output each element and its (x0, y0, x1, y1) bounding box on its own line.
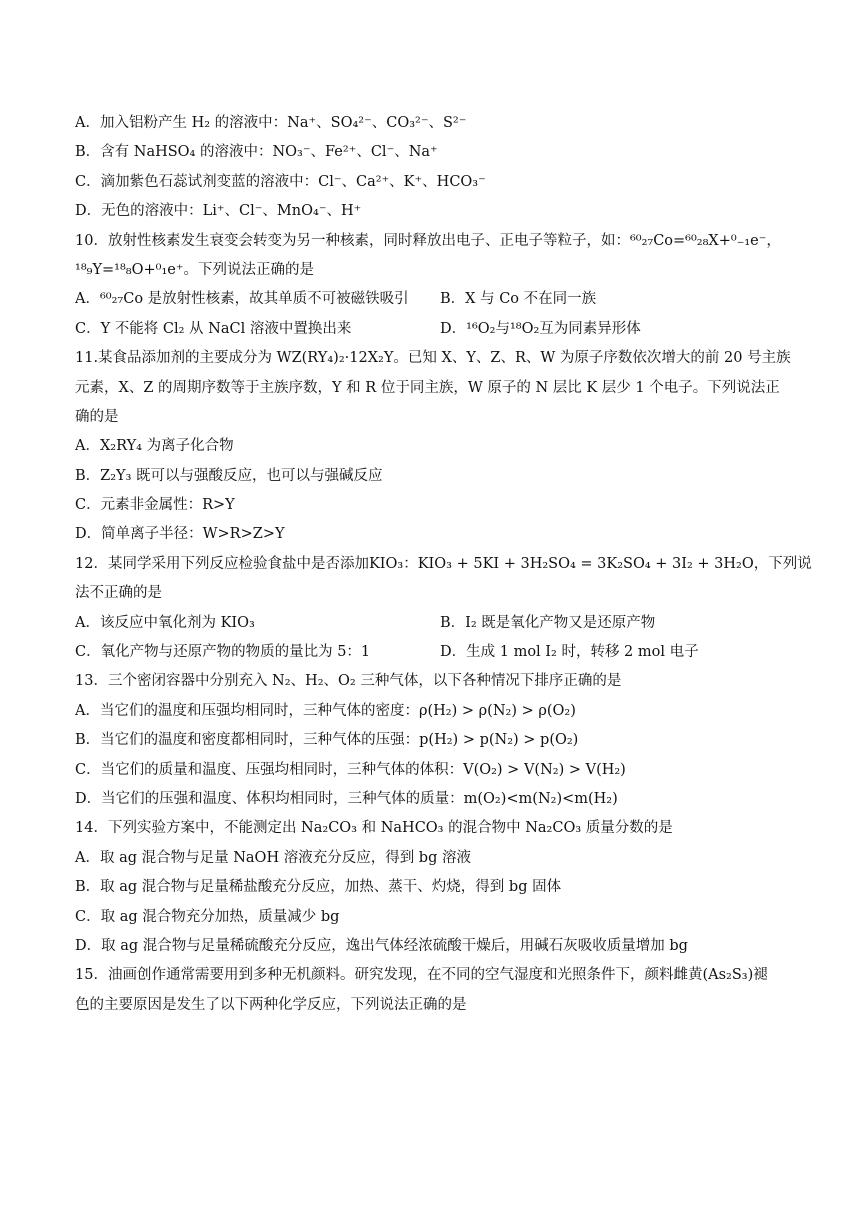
q13-stem: 13．三个密闭容器中分别充入 N₂、H₂、O₂ 三种气体，以下各种情况下排序正确的是 (75, 673, 622, 690)
q14-option-d: D．取 ag 混合物与足量稀硫酸充分反应，逸出气体经浓硫酸干燥后，用碱石灰吸收质量增加 bg (75, 937, 688, 954)
q10-options-row-1 (75, 285, 798, 314)
q9-option-c: C．滴加紫色石蕊试剂变蓝的溶液中：Cl⁻、Ca²⁺、K⁺、HCO₃⁻ (75, 173, 486, 190)
q15-stem-line-2: 色的主要原因是发生了以下两种化学反应，下列说法正确的是 (75, 996, 467, 1013)
q12-option-c: C．氧化产物与还原产物的物质的量比为 5：1 (75, 644, 371, 661)
q10-stem-line-2: ¹⁸₉Y=¹⁸₈O+⁰₁e⁺。下列说法正确的是 (75, 261, 314, 278)
q12-options-row-2 (75, 638, 798, 667)
q11-option-d: D．简单离子半径：W>R>Z>Y (75, 526, 285, 543)
q10-option-a: A．⁶⁰₂₇Co 是放射性核素，故其单质不可被磁铁吸引 (75, 291, 409, 308)
q12-stem-line-2: 法不正确的是 (75, 585, 162, 602)
q10-option-b: B．X 与 Co 不在同一族 (440, 291, 597, 308)
q11-stem-line-1: 11.某食品添加剂的主要成分为 WZ(RY₄)₂·12X₂Y。已知 X、Y、Z、R、W 为原子序数依次增大的前 20 号主族 (75, 350, 791, 367)
q12-option-b: B．I₂ 既是氧化产物又是还原产物 (440, 614, 656, 631)
q9-option-b: B．含有 NaHSO₄ 的溶液中：NO₃⁻、Fe²⁺、Cl⁻、Na⁺ (75, 144, 438, 161)
q13-option-a: A．当它们的温度和压强均相同时，三种气体的密度：ρ(H₂) > ρ(N₂) > ρ(O₂) (75, 702, 576, 719)
q12-option-d: D．生成 1 mol I₂ 时，转移 2 mol 电子 (440, 644, 699, 661)
q10-option-c: C．Y 不能将 Cl₂ 从 NaCl 溶液中置换出来 (75, 320, 352, 337)
q10-option-d: D．¹⁶O₂与¹⁸O₂互为同素异形体 (440, 320, 641, 337)
q14-stem: 14．下列实验方案中，不能测定出 Na₂CO₃ 和 NaHCO₃ 的混合物中 Na₂CO₃ 质量分数的是 (75, 820, 673, 837)
q13-option-d: D．当它们的压强和温度、体积均相同时，三种气体的质量：m(O₂)<m(N₂)<m(H₂) (75, 790, 618, 807)
q10-stem-line-1: 10．放射性核素发生衰变会转变为另一种核素，同时释放出电子、正电子等粒子，如：⁶⁰₂₇Co=⁶⁰₂₈X+⁰₋₁e⁻， (75, 232, 781, 249)
q11-option-a: A．X₂RY₄ 为离子化合物 (75, 438, 234, 455)
q14-option-b: B．取 ag 混合物与足量稀盐酸充分反应，加热、蒸干、灼烧，得到 bg 固体 (75, 879, 562, 896)
q13-option-c: C．当它们的质量和温度、压强均相同时，三种气体的体积：V(O₂) > V(N₂) > V(H₂) (75, 761, 626, 778)
q12-option-a: A．该反应中氧化剂为 KIO₃ (75, 614, 255, 631)
q11-option-c: C．元素非金属性：R>Y (75, 497, 235, 514)
q12-stem-line-1: 12．某同学采用下列反应检验食盐中是否添加KIO₃：KIO₃ + 5KI + 3H₂SO₄ = 3K₂SO₄ + 3I₂ + 3H₂O，下列说 (75, 555, 812, 572)
q13-option-b: B．当它们的温度和密度都相同时，三种气体的压强：p(H₂) > p(N₂) > p(O₂) (75, 732, 579, 749)
q12-options-row-1 (75, 609, 798, 638)
q11-stem-line-3: 确的是 (75, 408, 119, 425)
q11-stem-line-2: 元素，X、Z 的周期序数等于主族序数，Y 和 R 位于同主族，W 原子的 N 层比 K 层少 1 个电子。下列说法正 (75, 379, 780, 396)
q9-option-d: D．无色的溶液中：Li⁺、Cl⁻、MnO₄⁻、H⁺ (75, 203, 362, 220)
q15-stem-line-1: 15．油画创作通常需要用到多种无机颜料。研究发现，在不同的空气湿度和光照条件下，颜料雌黄(As₂S₃)褪 (75, 967, 768, 984)
q14-option-c: C．取 ag 混合物充分加热，质量减少 bg (75, 908, 340, 925)
q10-options-row-2 (75, 315, 798, 344)
q11-option-b: B．Z₂Y₃ 既可以与强酸反应，也可以与强碱反应 (75, 467, 383, 484)
q14-option-a: A．取 ag 混合物与足量 NaOH 溶液充分反应，得到 bg 溶液 (75, 849, 471, 866)
q9-option-a: A．加入铝粉产生 H₂ 的溶液中：Na⁺、SO₄²⁻、CO₃²⁻、S²⁻ (75, 115, 467, 131)
